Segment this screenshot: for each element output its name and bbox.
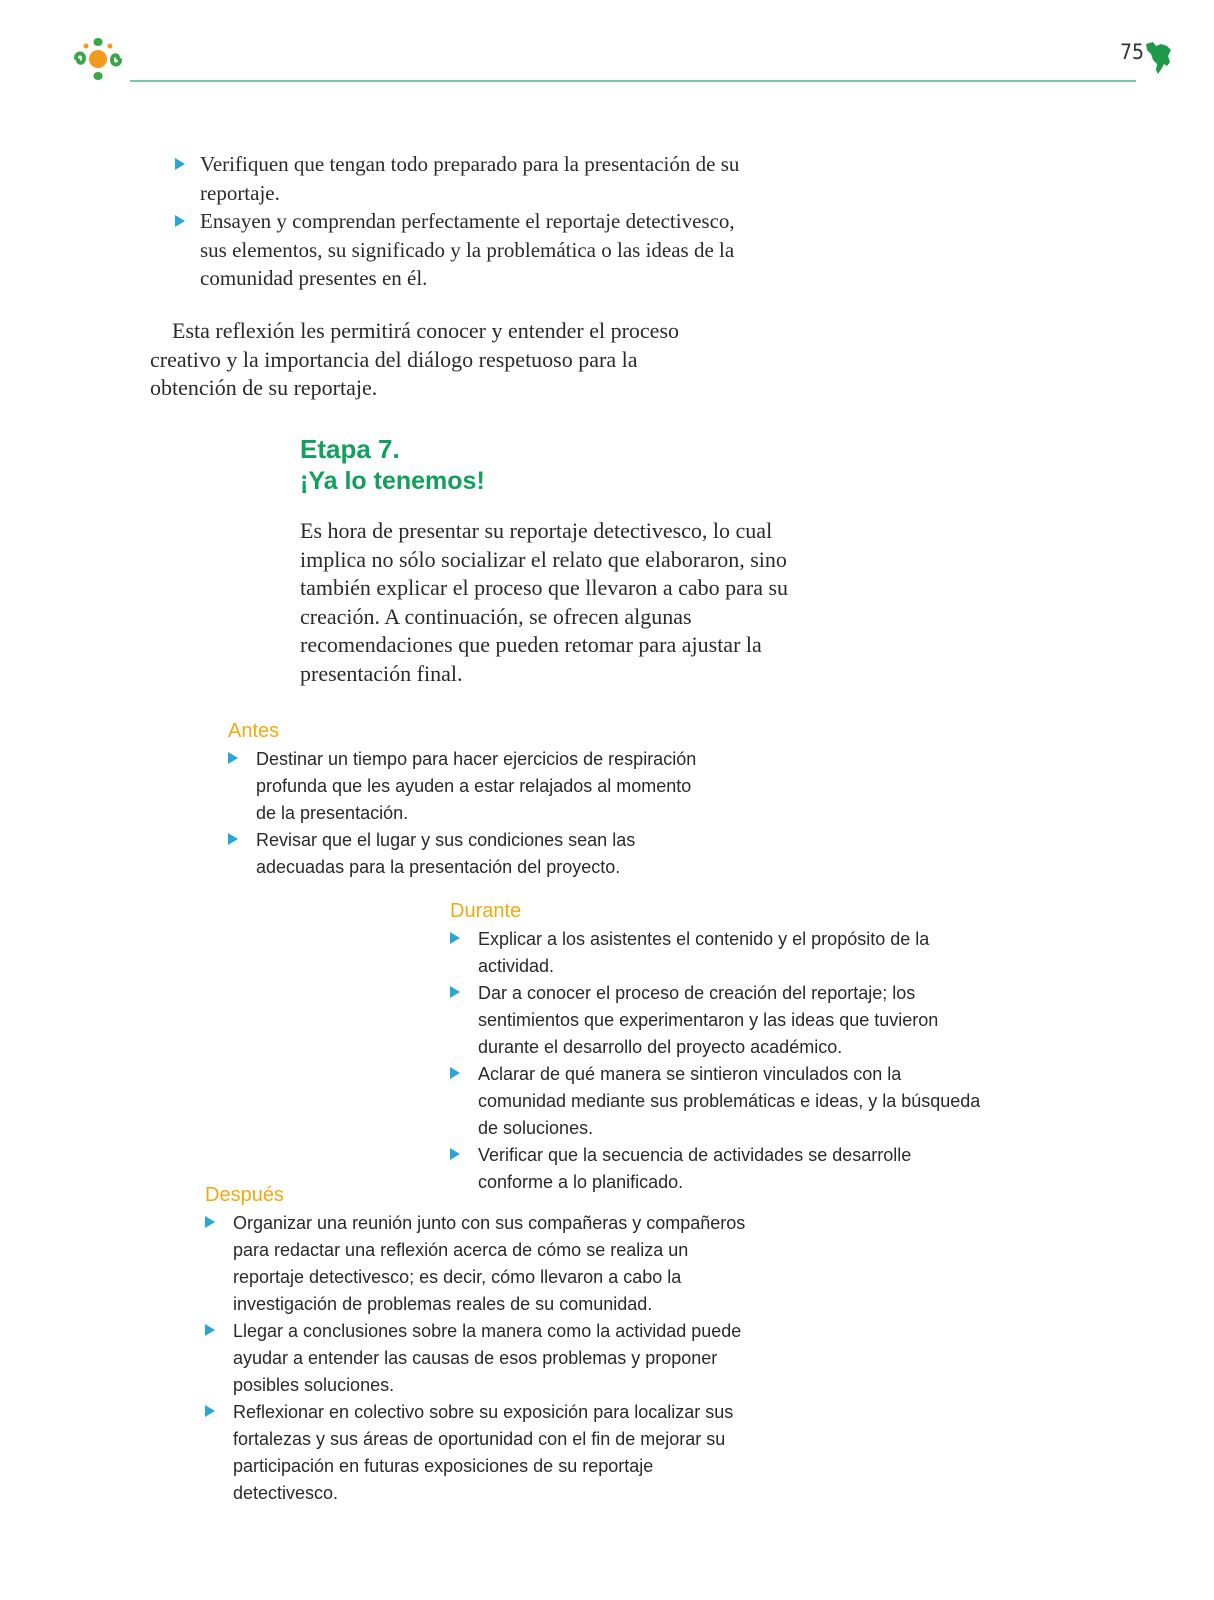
section-title-despues: Después [205, 1184, 284, 1206]
despues-list [205, 1210, 760, 1507]
flower-logo-icon [70, 32, 126, 86]
reflection-paragraph: Esta reflexión les permitirá conocer y entender el proceso creativo y la importancia del diálogo respetuoso para la obtención de su reportaje. [150, 318, 679, 400]
page-number: 75 [1119, 40, 1144, 64]
list-item: Revisar que el lugar y sus condiciones sean las adecuadas para la presentación del proyecto. [228, 827, 703, 881]
list-item: Aclarar de qué manera se sintieron vinculados con la comunidad mediante sus problemáticas e ideas, y la búsqueda de soluciones. [450, 1061, 985, 1142]
bullet-arrow-icon [175, 158, 185, 170]
bullet-arrow-icon [205, 1324, 215, 1336]
list-item: Organizar una reunión junto con sus compañeras y compañeros para redactar una reflexión acerca de cómo se realiza un reportaje detectivesco; es decir, cómo llevaron a cabo la investigación de problemas reales de su comunidad. [205, 1210, 760, 1318]
mexico-map-icon [1143, 40, 1175, 76]
antes-list [228, 746, 703, 881]
list-item: Reflexionar en colectivo sobre su exposición para localizar sus fortalezas y sus áreas de oportunidad con el fin de mejorar su participación en futuras exposiciones de su reportaje detectivesco. [205, 1399, 760, 1507]
bullet-arrow-icon [450, 1148, 460, 1160]
bullet-arrow-icon [205, 1216, 215, 1228]
section-title-durante: Durante [450, 900, 522, 922]
section-title-antes: Antes [228, 720, 280, 742]
stage-title: Etapa 7. [300, 434, 400, 464]
bullet-arrow-icon [450, 1067, 460, 1079]
list-item: Verifiquen que tengan todo preparado para la presentación de su reportaje. [175, 150, 755, 207]
bullet-arrow-icon [450, 932, 460, 944]
bullet-arrow-icon [228, 752, 238, 764]
durante-list [450, 926, 985, 1196]
intro-list [175, 150, 755, 293]
list-item: Dar a conocer el proceso de creación del reportaje; los sentimientos que experimentaron y las ideas que tuvieron durante el desarrollo del proyecto académico. [450, 980, 985, 1061]
stage-paragraph: Es hora de presentar su reportaje detectivesco, lo cual implica no sólo socializar el relato que elaboraron, sino también explicar el proceso que llevaron a cabo para su creación. A continuación, se ofrecen algunas recomendaciones que pueden retomar para ajustar la presentación final. [300, 518, 789, 686]
list-item: Explicar a los asistentes el contenido y el propósito de la actividad. [450, 926, 985, 980]
bullet-arrow-icon [228, 833, 238, 845]
list-item: Llegar a conclusiones sobre la manera como la actividad puede ayudar a entender las causas de esos problemas y proponer posibles soluciones. [205, 1318, 760, 1399]
bullet-arrow-icon [450, 986, 460, 998]
list-item: Destinar un tiempo para hacer ejercicios de respiración profunda que les ayuden a estar relajados al momento de la presentación. [228, 746, 703, 827]
bullet-arrow-icon [205, 1405, 215, 1417]
list-item: Verificar que la secuencia de actividades se desarrolle conforme a lo planificado. [450, 1142, 985, 1196]
list-item: Ensayen y comprendan perfectamente el reportaje detectivesco, sus elementos, su significado y la problemática o las ideas de la comunidad presentes en él. [175, 207, 755, 293]
header-rule [130, 80, 1136, 82]
stage-subtitle: ¡Ya lo tenemos! [300, 467, 485, 495]
bullet-arrow-icon [175, 215, 185, 227]
